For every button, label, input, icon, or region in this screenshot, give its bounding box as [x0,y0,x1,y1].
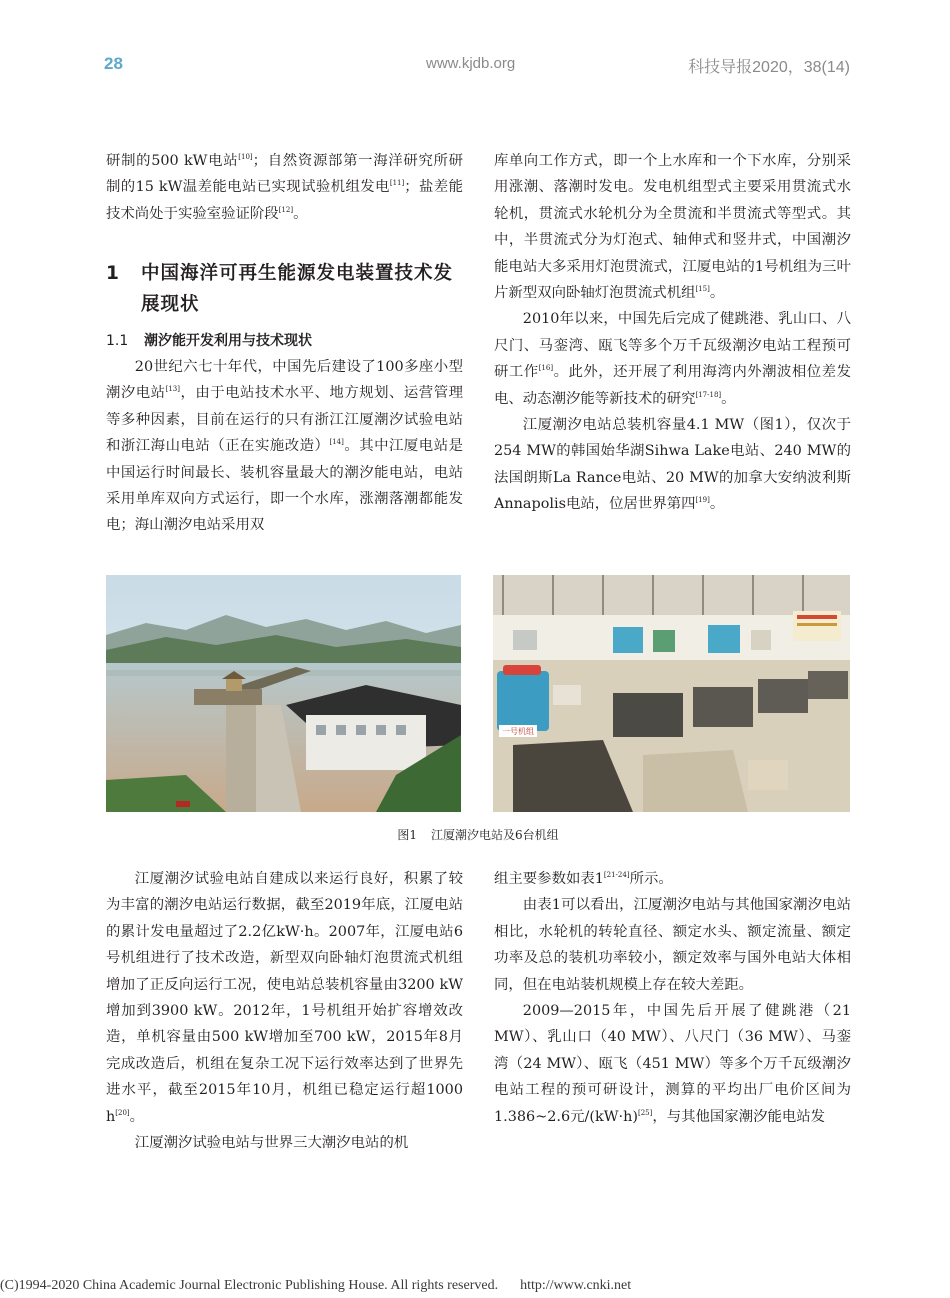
right-column-bottom [494,866,851,1130]
text-run: 组主要参数如表1 [494,871,604,887]
text-run: 2010年以来，中国先后完成了健跳港、乳山口、八尺门、马銮湾、瓯飞等多个万千瓦级潮汐电站工程预可研工作 [494,311,851,381]
cnki-link[interactable]: http://www.cnki.net [520,1278,632,1293]
page-number: 28 [104,54,123,73]
citation-ref[interactable]: [16] [538,364,554,373]
text-run: 。其中江厦电站是中国运行时间最长、装机容量最大的潮汐能电站，电站采用单库双向方式运行，即一个水库，涨潮落潮都能发电；海山潮汐电站采用双 [106,438,463,534]
citation-ref[interactable]: [20] [115,1108,130,1117]
citation-ref[interactable]: [19] [695,496,710,505]
text-run: 由表1可以看出，江厦潮汐电站与其他国家潮汐电站相比，水轮机的转轮直径、额定水头、额定流量、额定功率及总的装机功率较小，额定效率与国外电站大体相同，但在电站装机规模上存在较大差距。 [494,897,851,993]
paragraph [106,354,463,539]
figure-caption-text: 江厦潮汐电站及6台机组 [431,828,559,842]
subsection-title: 潮汐能开发利用与技术现状 [144,333,312,349]
text-run: 2009—2015年，中国先后开展了健跳港（21 MW）、乳山口（40 MW）、八尺门（36 MW）、马銮湾（24 MW）、瓯飞（451 MW）等多个万千瓦级潮汐电站工程的预可研设计，测算的平均出厂电价区间为1.386~2.6元/(kW·h) [494,1003,851,1125]
paragraph [494,306,851,412]
figure-photo-dam [106,575,461,812]
unit-sign-text: 一号机组 [502,727,534,736]
text-run: 。 [293,205,308,222]
running-header [104,54,850,78]
figure-caption [106,826,850,843]
text-run: 库单向工作方式，即一个上水库和一个下水库，分别采用涨潮、落潮时发电。发电机组型式主要采用贯流式水轮机，贯流式水轮机分为全贯流和半贯流式等型式。其中，半贯流式分为灯泡式、轴伸式和竖井式，中国潮汐能电站大多采用灯泡贯流式，江厦电站的1号机组为三叶片新型双向卧轴灯泡贯流式机组 [494,153,851,302]
left-column-bottom [106,866,463,1156]
text-run: 江厦潮汐试验电站与世界三大潮汐电站的机 [134,1135,409,1152]
text-run: ，由于电站技术水平、地方规划、运营管理等多种因素，目前在运行的只有浙江江厦潮汐试验电站和浙江海山电站（正在实施改造） [106,385,463,455]
journal-website[interactable]: www.kjdb.org [426,55,516,72]
right-column-top [494,148,851,518]
citation-ref[interactable]: [12] [278,205,294,214]
text-run: 。此外，还开展了利用海湾内外潮波相位差发电、动态潮汐能等新技术的研究 [494,364,851,407]
text-run: 江厦潮汐电站总装机容量4.1 MW（图1），仅次于254 MW的韩国始华湖Sihwa Lake电站、240 MW的法国朗斯La Rance电站、20 MW的加拿大安纳波利斯Annapolis电站，位居世界第四 [494,417,851,513]
text-run: 所示。 [629,871,673,887]
section-number: 1 [106,263,119,284]
citation-ref[interactable]: [17-18] [695,390,722,399]
citation-ref[interactable]: [25] [637,1108,653,1117]
text-run: 20世纪六七十年代，中国先后建设了100多座小型潮汐电站 [106,359,463,402]
section-heading-1 [106,258,463,320]
text-run: 。 [721,390,736,407]
text-run: ；盐差能技术尚处于实验室验证阶段 [106,179,463,222]
paragraph [106,866,463,1130]
citation-ref[interactable]: [21-24] [603,871,630,879]
figure-photo-turbine-hall [493,575,850,812]
text-run: 。 [709,496,725,513]
text-run: 。 [129,1108,145,1125]
paragraph [494,148,851,306]
left-column-middle [106,354,463,539]
journal-citation: 科技导报2020，38(14) [688,59,850,76]
paragraph [106,1130,463,1156]
paragraph [494,998,851,1130]
text-run: 江厦潮汐试验电站自建成以来运行良好，积累了较为丰富的潮汐电站运行数据，截至2019年底，江厦电站的累计发电量超过了2.2亿kW·h。2007年，江厦电站6号机组进行了技术改造，新型双向卧轴灯泡贯流式机组增加了正反向运行工况，使电站总装机容量由3200 kW增加到3900 kW。2012年，1号机组开始扩容增效改造，单机容量由500 kW增加至700 kW，2015年8月完成改造后，机组在复杂工况下运行效率达到了世界先进水平，截至2015年10月，机组已稳定运行超1000 h [106,871,463,1125]
text-run: ；自然资源部第一海洋研究所研制的15 kW温差能电站已实现试验机组发电 [106,153,463,196]
figure-label: 图1 [397,828,417,842]
paragraph [494,892,851,998]
citation-ref[interactable]: [15] [695,285,710,294]
section-title: 中国海洋可再生能源发电装置技术发展现状 [141,263,454,315]
paragraph [106,148,463,227]
left-column-top [106,148,463,227]
citation-ref[interactable]: [14] [329,438,344,447]
paragraph [494,866,851,892]
subsection-heading-1-1 [106,330,463,352]
text-run: ，与其他国家潮汐能电站发 [652,1108,826,1125]
citation-ref[interactable]: [11] [389,179,405,188]
text-run: 研制的500 kW电站 [106,153,239,169]
subsection-number: 1.1 [106,333,129,349]
tidal-station-dam-image [106,575,461,812]
paragraph [494,412,851,518]
citation-ref[interactable]: [10] [238,153,253,161]
text-run: 。 [709,285,725,302]
turbine-hall-image [493,575,850,812]
copyright-text: (C)1994-2020 China Academic Journal Electronic Publishing House. All rights reserved. [0,1278,499,1293]
citation-ref[interactable]: [13] [165,385,180,394]
cnki-copyright-footer [0,1278,950,1294]
